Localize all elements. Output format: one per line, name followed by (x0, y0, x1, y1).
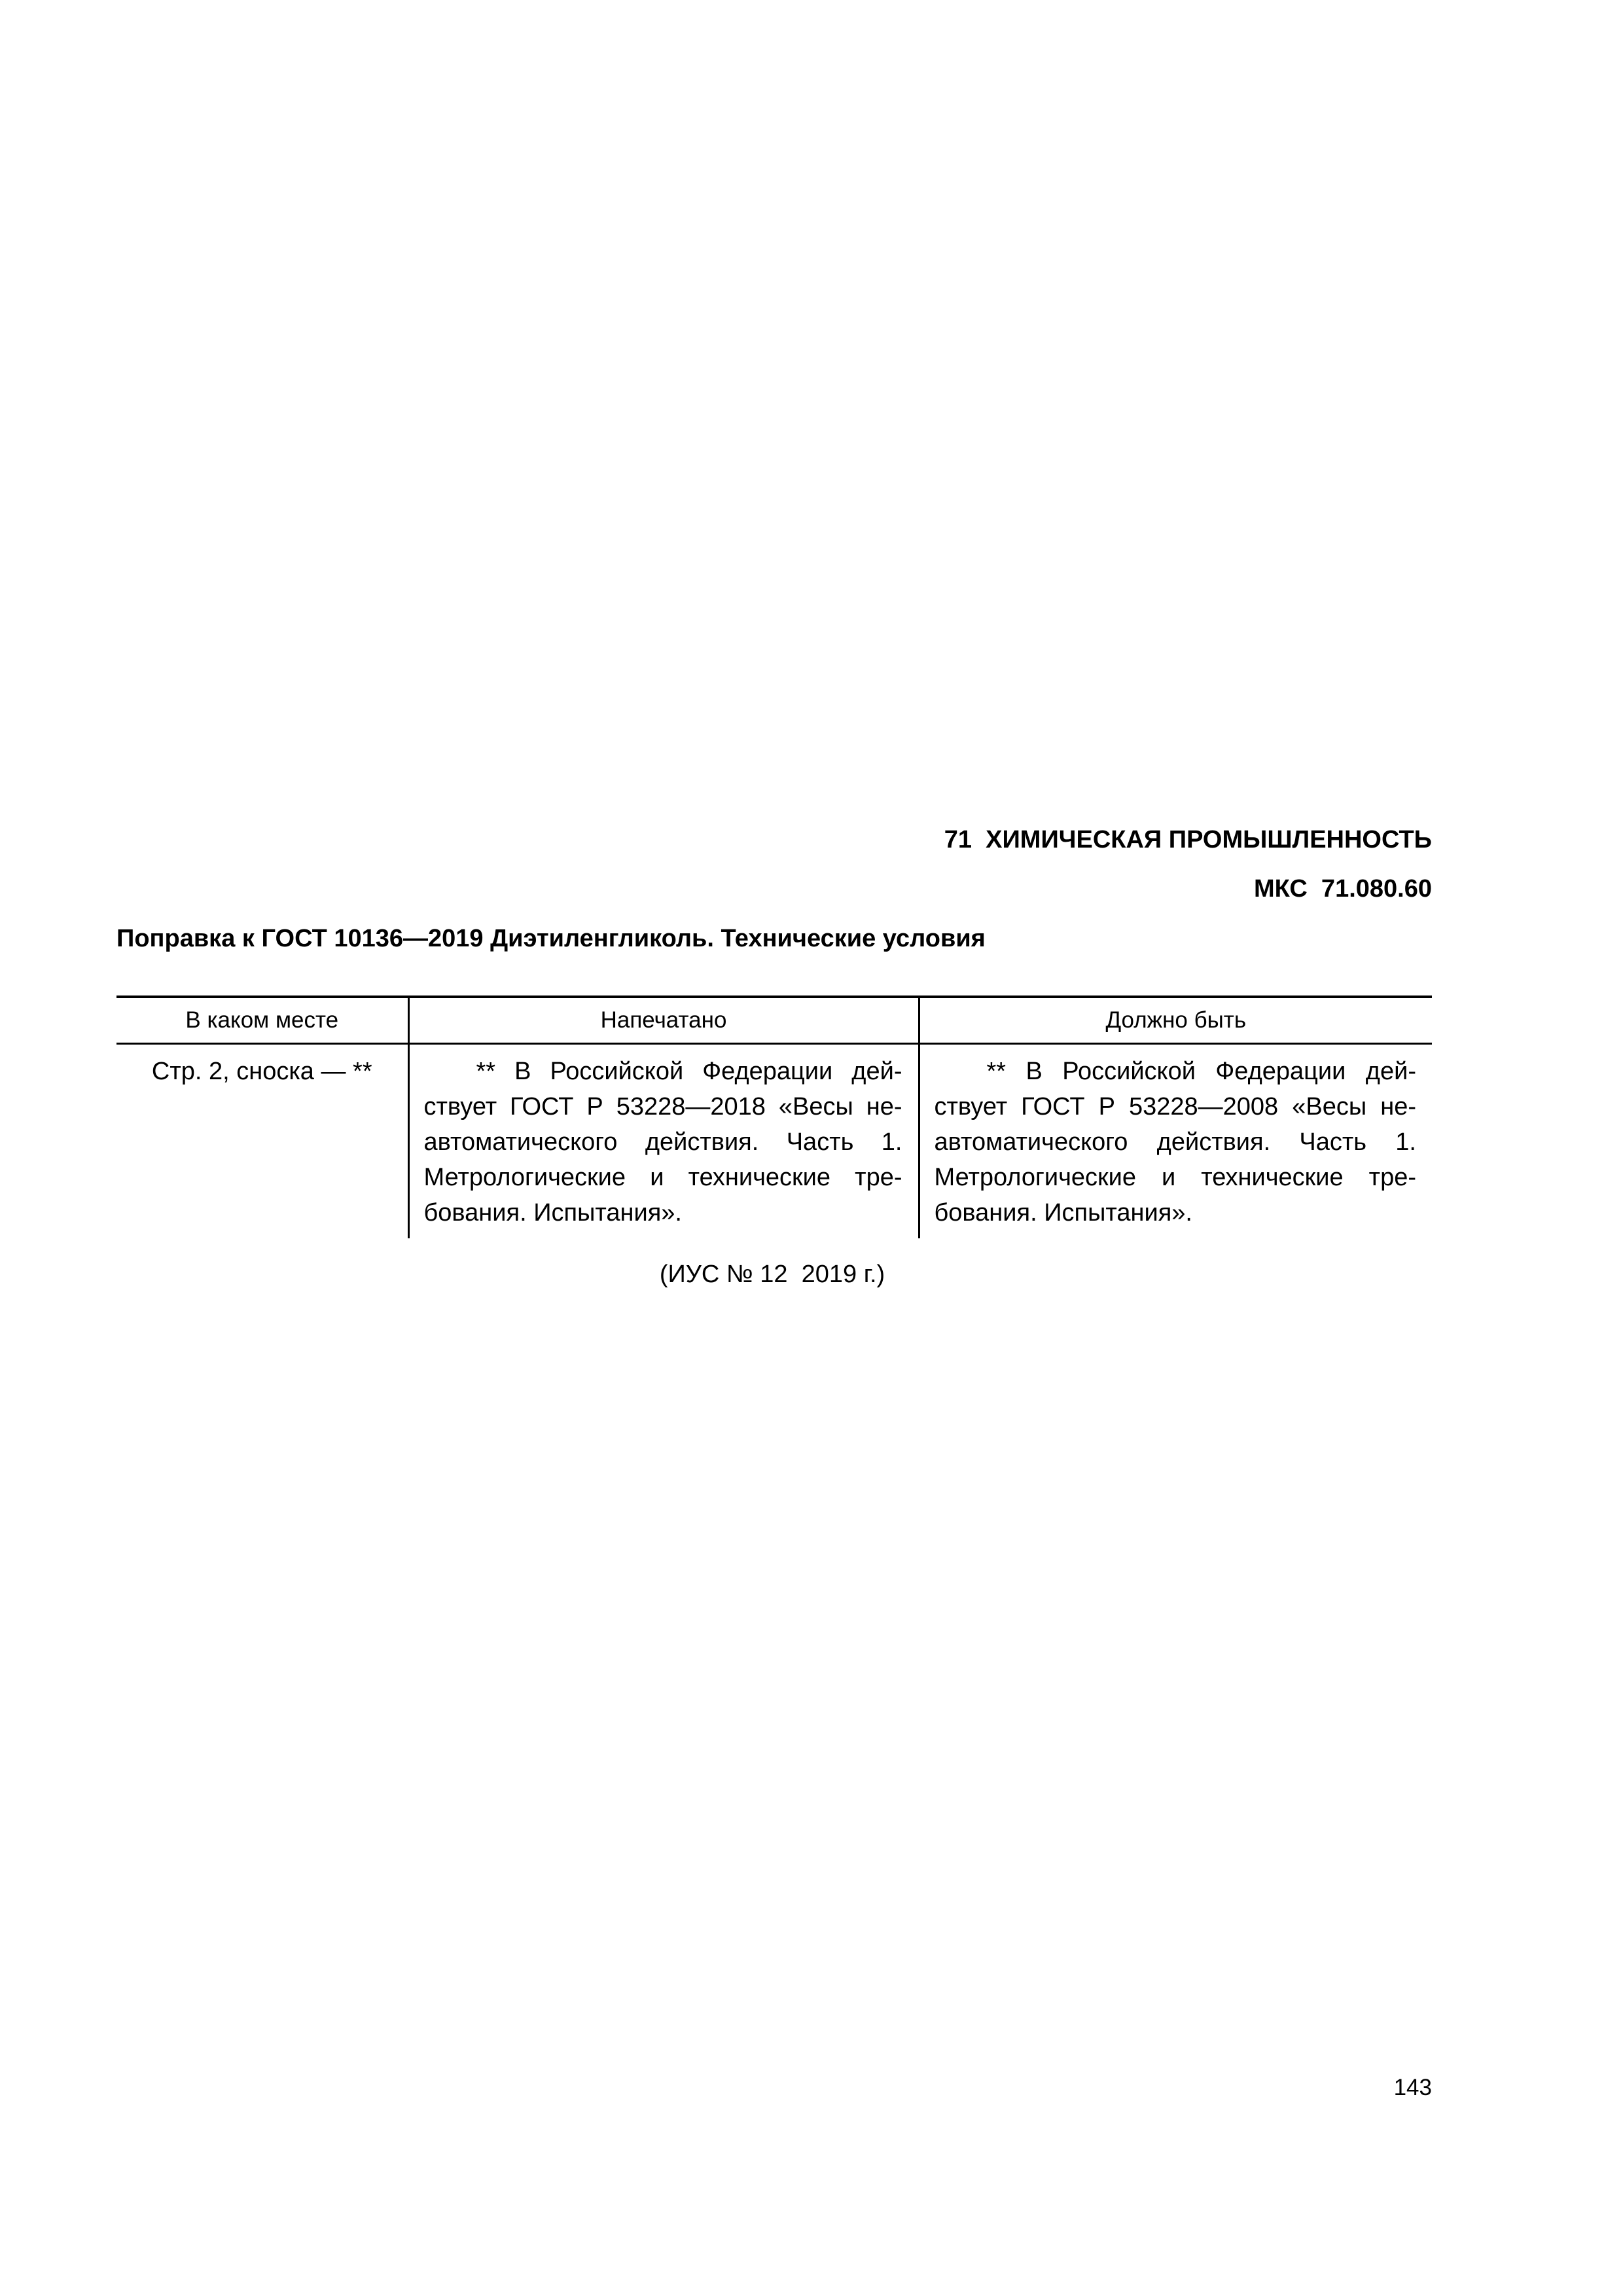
column-header-printed: Напечатано (408, 997, 919, 1044)
correction-table (116, 996, 1432, 1238)
mks-code: МКС 71.080.60 (1254, 875, 1432, 903)
section-heading: 71 ХИМИЧЕСКАЯ ПРОМЫШЛЕННОСТЬ (944, 826, 1432, 853)
document-title: Поправка к ГОСТ 10136—2019 Диэтиленгликоль. Технические условия (116, 925, 986, 952)
issue-reference: (ИУС № 12 2019 г.) (659, 1261, 885, 1288)
table-header-row (116, 997, 1432, 1044)
cell-printed: ** В Российской Федерации действует ГОСТ Р 53228—2018 «Весы неавтоматического действия. Часть 1. Метрологические и технические требования. Испытания». (408, 1044, 919, 1239)
table-row (116, 1044, 1432, 1239)
cell-correct: ** В Российской Федерации действует ГОСТ Р 53228—2008 «Весы неавтоматического действия. Часть 1. Метрологические и технические требования. Испытания». (919, 1044, 1432, 1239)
column-header-where: В каком месте (116, 997, 408, 1044)
cell-where: Стр. 2, сноска — ** (151, 1058, 372, 1085)
page-number: 143 (1393, 2075, 1432, 2100)
column-header-correct: Должно быть (919, 997, 1432, 1044)
